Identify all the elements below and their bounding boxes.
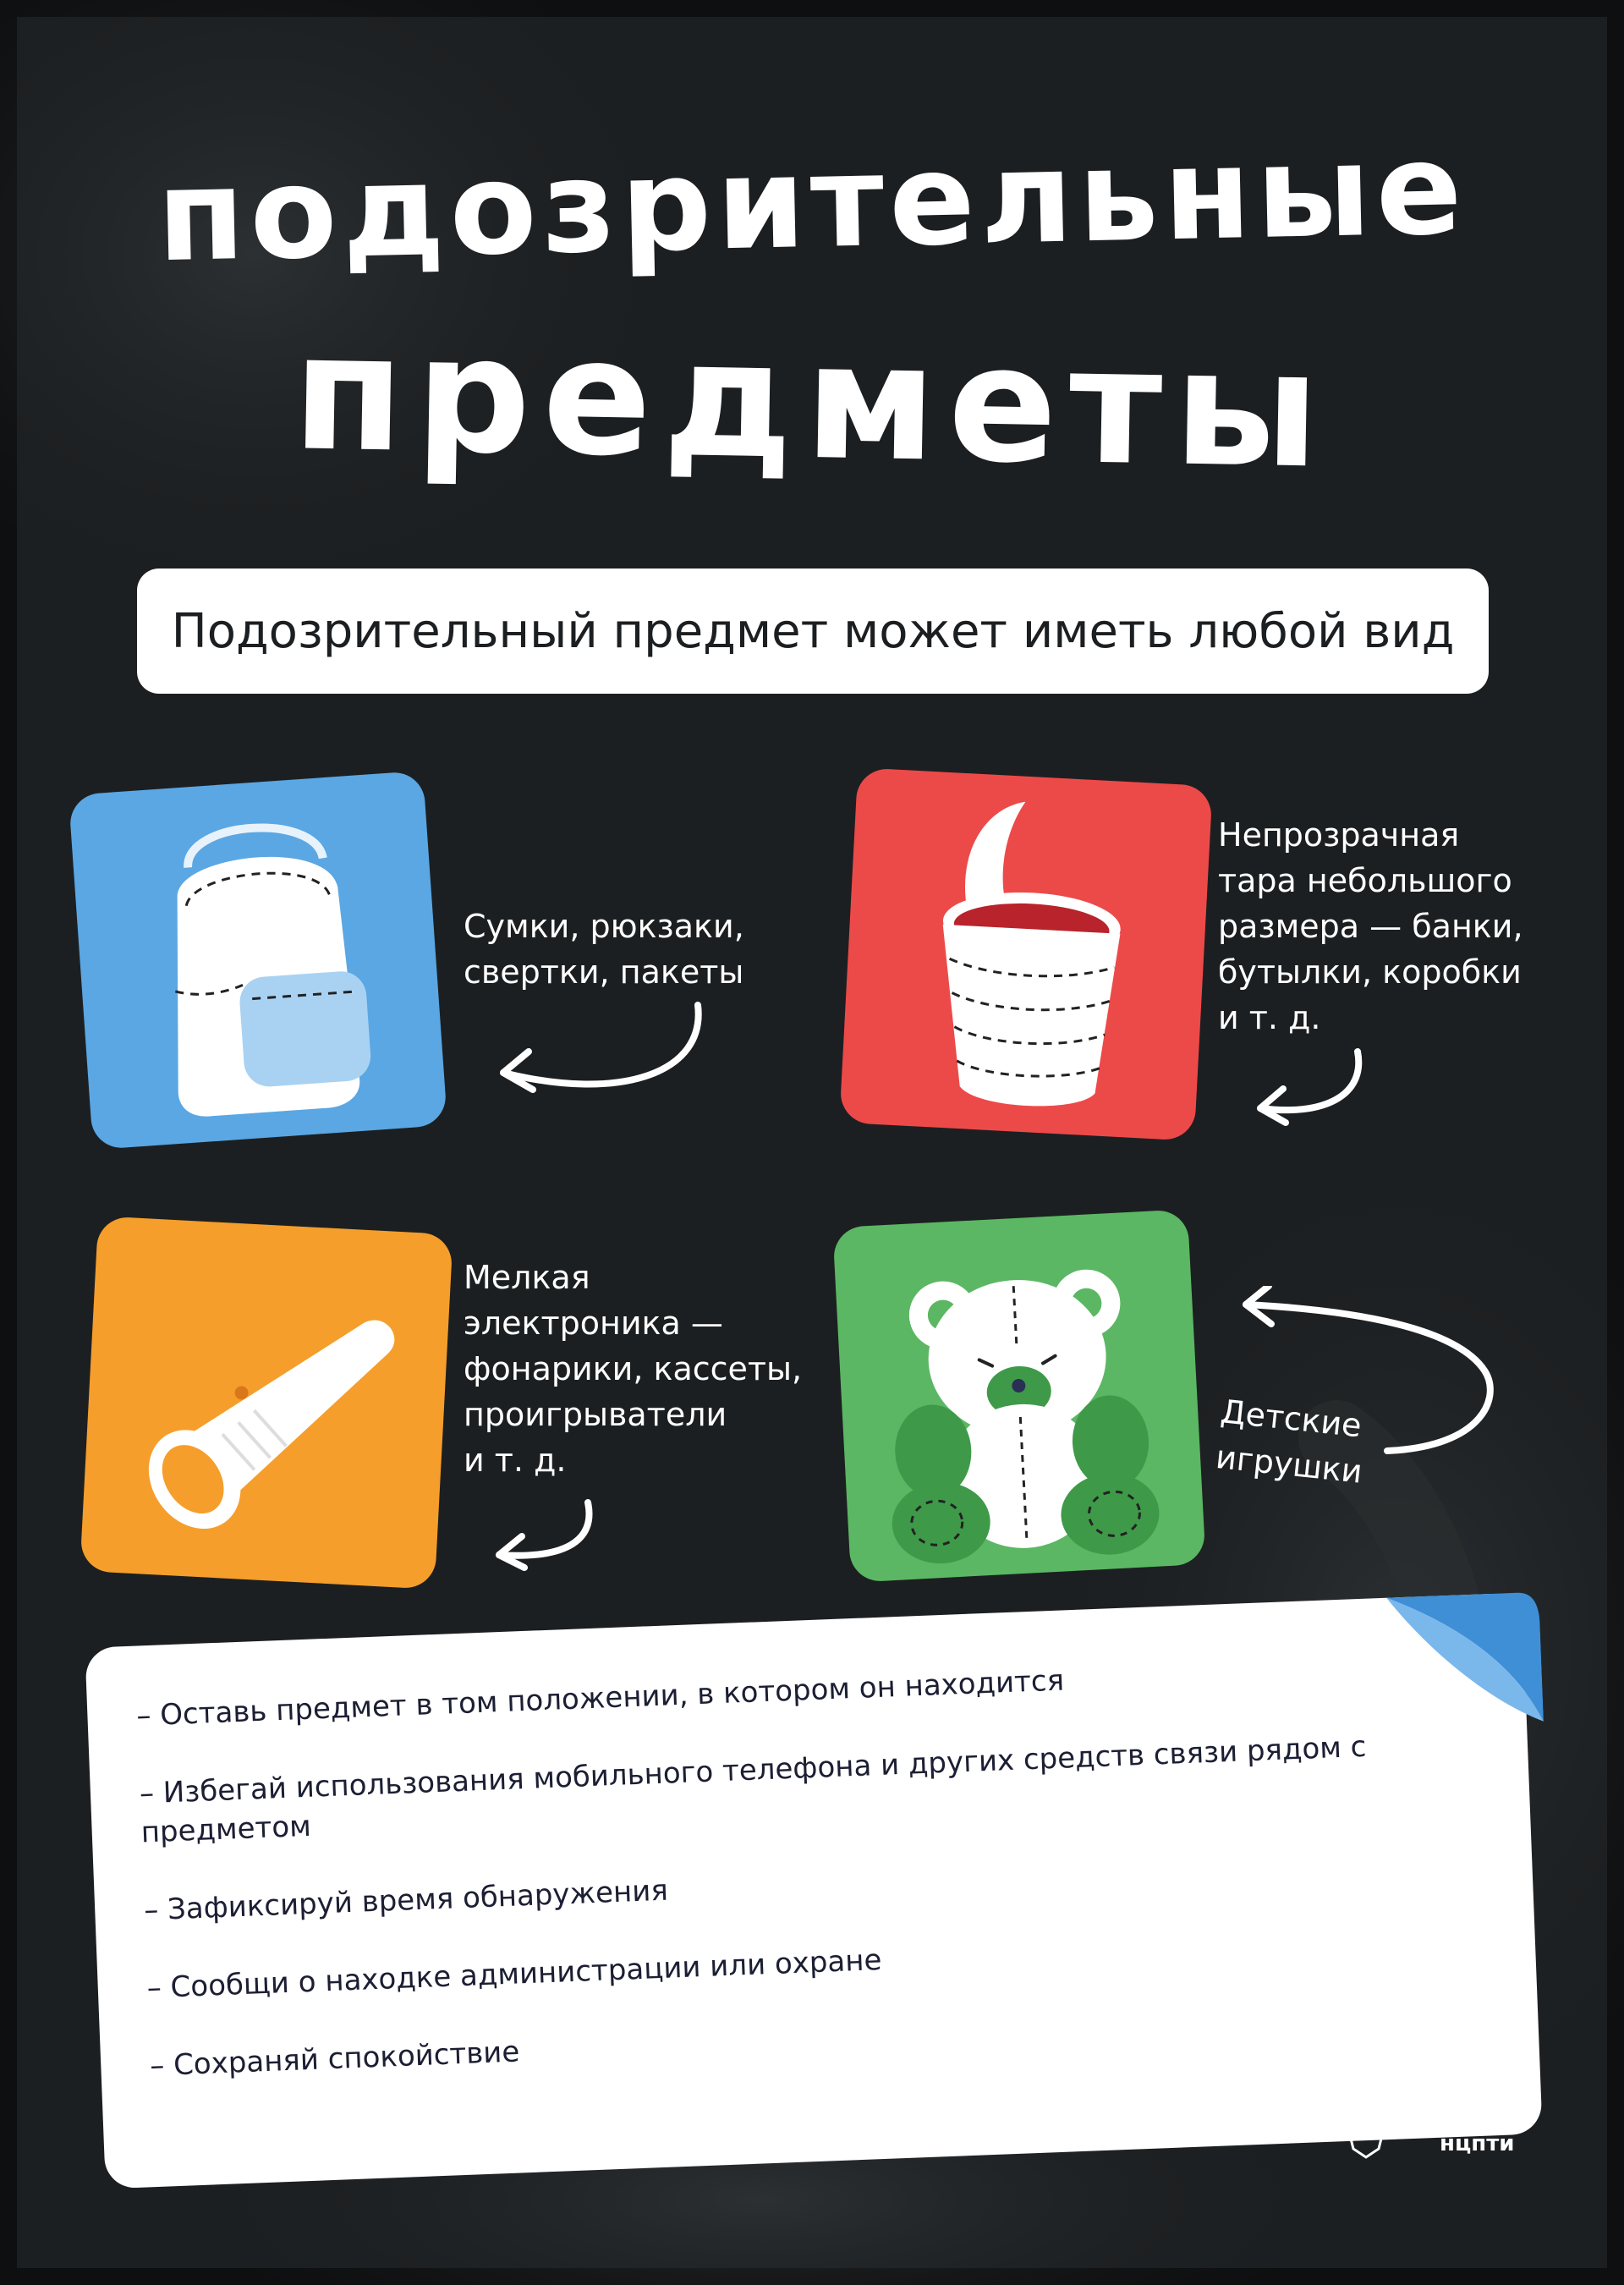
instruction-item: – Оставь предмет в том положении, в котором он находится: [135, 1663, 1065, 1733]
instruction-item: – Зафиксируй время обнаружения: [143, 1873, 669, 1928]
arrow-containers: [1248, 1045, 1374, 1129]
label-electronics: Мелкая электроника — фонарики, кассеты, проигрыватели и т. д.: [464, 1259, 803, 1479]
org-logo-line-1: содод: [1440, 2107, 1506, 2128]
backpack-icon: [69, 771, 447, 1150]
card-containers: [839, 767, 1212, 1140]
coat-of-arms-icon: [1335, 2096, 1397, 2164]
org-logo-line-2: нцпти: [1440, 2131, 1515, 2156]
subtitle-text: Подозрительный предмет может иметь любой вид: [171, 603, 1455, 659]
org-logo: [1438, 2098, 1539, 2166]
instructions-card: [85, 1593, 1542, 2189]
subtitle-box: [137, 569, 1489, 694]
card-toys: [832, 1209, 1205, 1582]
card-bags: [69, 771, 447, 1150]
flashlight-icon: [80, 1216, 453, 1589]
arrow-electronics: [486, 1496, 605, 1572]
arrow-bags: [495, 997, 715, 1107]
title-line-1: подозрительные: [155, 115, 1469, 291]
card-electronics: [80, 1216, 453, 1589]
label-toys: Детские игрушки: [1214, 1392, 1364, 1491]
instruction-item: – Избегай использования мобильного телефона и других средств связи рядом с предметом: [139, 1729, 1368, 1850]
page-curl-icon: [1369, 1574, 1544, 1733]
instruction-item: – Сообщи о находке администрации или охране: [146, 1942, 883, 2006]
arrow-toys: [1231, 1286, 1510, 1464]
instruction-item: – Сохраняй спокойствие: [149, 2035, 521, 2084]
label-containers: Непрозрачная тара небольшого размера — банки, бутылки, коробки и т. д.: [1218, 816, 1523, 1036]
can-icon: [839, 767, 1212, 1140]
label-bags: Сумки, рюкзаки, свертки, пакеты: [464, 908, 744, 991]
title-line-2: предметы: [291, 299, 1333, 504]
teddy-bear-icon: [832, 1209, 1205, 1582]
